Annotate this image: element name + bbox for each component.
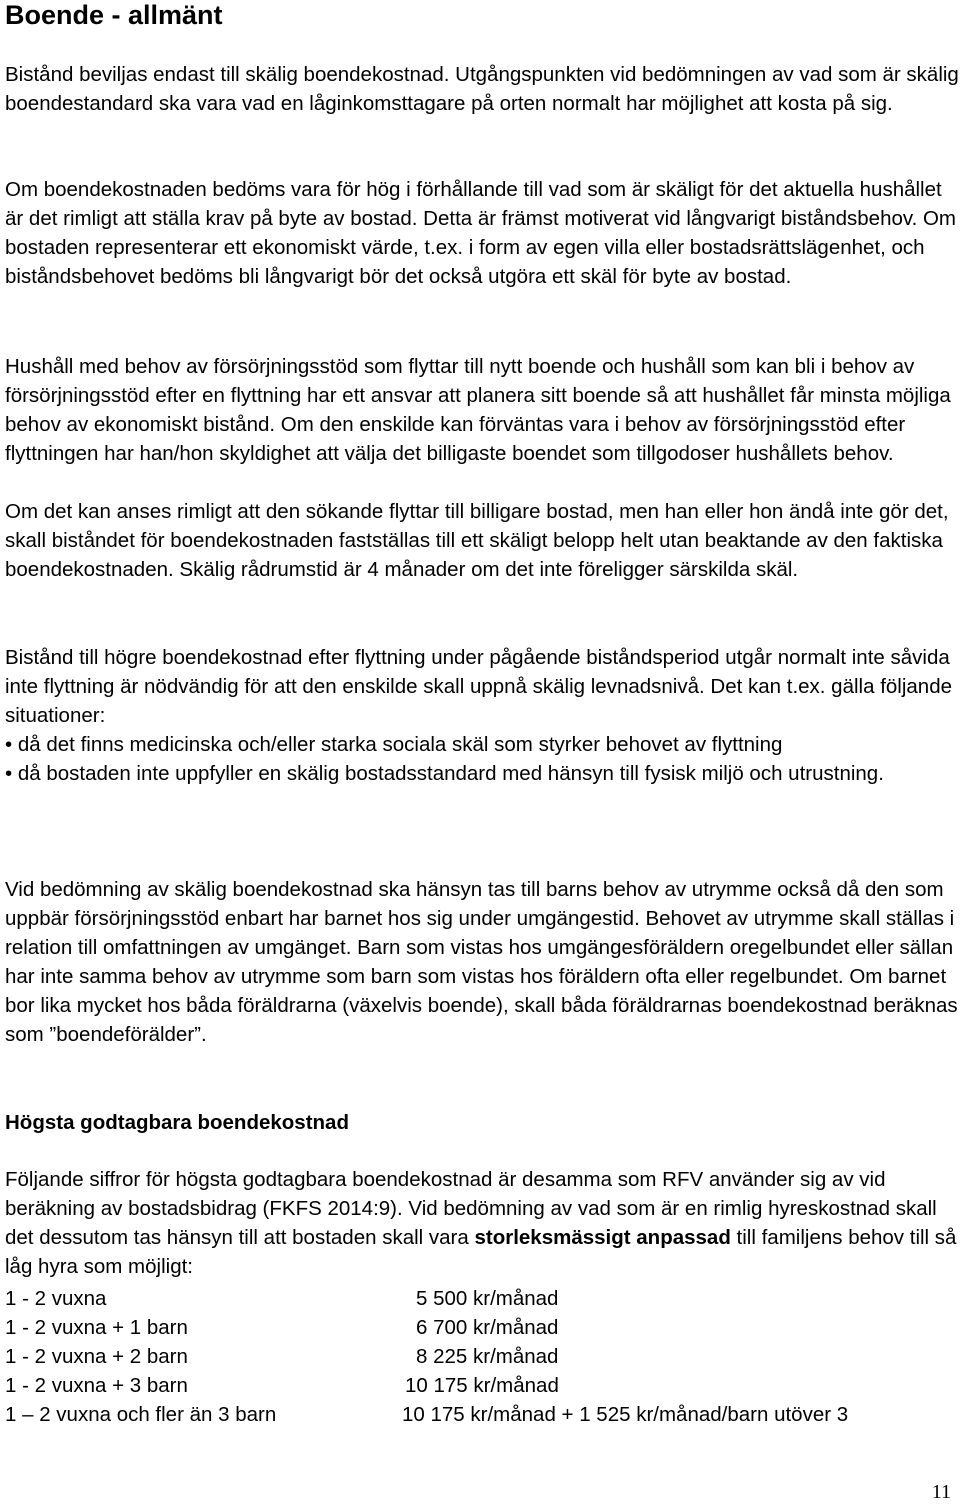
paragraph-2: Om boendekostnaden bedöms vara för hög i förhållande till vad som är skäligt för det aktuella hushållet är det rimligt att ställa krav på byte av bostad. Detta är främst motiverat vid långvarigt biståndsbehov. Om bostaden representerar ett ekonomiskt värde, t.ex. i form av egen villa eller bostadsrättslägenhet, och biståndsbehovet bedöms bli långvarigt bör det också utgöra ett skäl för byte av bostad. <box>5 178 957 288</box>
bullet-item-1: • då det finns medicinska och/eller starka sociala skäl som styrker behovet av flyttning <box>5 733 783 756</box>
paragraph-4: Om det kan anses rimligt att den sökande flyttar till billigare bostad, men han eller hon ändå inte gör det, skall biståndet för boendekostnaden fastställas till ett skäligt belopp helt utan beaktande av den faktiska boendekostnaden. Skälig rådrumstid är 4 månader om det inte föreligger särskilda skäl. <box>5 500 949 581</box>
paragraph-7-end: till familjens behov till så låg hyra som möjligt: <box>5 1226 957 1278</box>
household-type: 1 - 2 vuxna + 2 barn <box>5 1345 188 1368</box>
page-title: Boende - allmänt <box>5 0 223 30</box>
paragraph-7 <box>5 1165 960 1281</box>
paragraph-3: Hushåll med behov av försörjningsstöd som flyttar till nytt boende och hushåll som kan bli i behov av försörjningsstöd efter en flyttning har ett ansvar att planera sitt boende så att hushållet får minsta möjliga behov av ekonomiskt bistånd. Om den enskilde kan förväntas vara i behov av försörjningsstöd efter flyttningen har han/hon skyldighet att välja det billigaste boendet som tillgodoser hushållets behov. <box>5 355 951 465</box>
max-cost: 8 225 kr/månad <box>416 1345 559 1368</box>
page-number: 11 <box>931 1481 951 1503</box>
paragraph-5-text: Bistånd till högre boendekostnad efter flyttning under pågående biståndsperiod utgår normalt inte såvida inte flyttning är nödvändig för att den enskilde skall uppnå skälig levnadsnivå. Det kan t.ex. gälla följande situationer: <box>5 646 953 727</box>
max-cost: 10 175 kr/månad + 1 525 kr/månad/barn utöver 3 <box>402 1403 849 1426</box>
paragraph-5 <box>5 643 960 788</box>
paragraph-1: Bistånd beviljas endast till skälig boendekostnad. Utgångspunkten vid bedömningen av vad som är skälig boendestandard ska vara vad en låginkomsttagare på orten normalt har möjlighet att kosta på sig. <box>5 63 959 115</box>
household-type: 1 - 2 vuxna + 3 barn <box>5 1374 188 1397</box>
max-cost: 10 175 kr/månad <box>405 1374 559 1397</box>
max-cost: 6 700 kr/månad <box>416 1316 559 1339</box>
section-heading: Högsta godtagbara boendekostnad <box>5 1111 349 1134</box>
bullet-item-2: • då bostaden inte uppfyller en skälig bostadsstandard med hänsyn till fysisk miljö och utrustning. <box>5 762 884 785</box>
household-type: 1 - 2 vuxna <box>5 1287 107 1310</box>
household-type: 1 - 2 vuxna + 1 barn <box>5 1316 188 1339</box>
paragraph-6: Vid bedömning av skälig boendekostnad ska hänsyn tas till barns behov av utrymme också då den som uppbär försörjningsstöd enbart har barnet hos sig under umgängestid. Behovet av utrymme skall ställas i relation till omfattningen av umgänget. Barn som vistas hos umgängesföräldern oregelbundet eller sällan har inte samma behov av utrymme som barn som vistas hos föräldern ofta eller regelbundet. Om barnet bor lika mycket hos båda föräldrarna (växelvis boende), skall båda föräldrarnas boendekostnad beräknas som ”boendeförälder”. <box>5 878 958 1046</box>
household-type: 1 – 2 vuxna och fler än 3 barn <box>5 1403 277 1426</box>
paragraph-7-emphasis: storleksmässigt anpassad <box>474 1226 731 1249</box>
paragraph-7-start: Följande siffror för högsta godtagbara boendekostnad är desamma som RFV använder sig av vid beräkning av bostadsbidrag (FKFS 2014:9). Vid bedömning av vad som är en rimlig hyreskostnad skall det dessutom tas hänsyn till att bostaden skall vara <box>5 1168 937 1249</box>
max-cost: 5 500 kr/månad <box>416 1287 559 1310</box>
